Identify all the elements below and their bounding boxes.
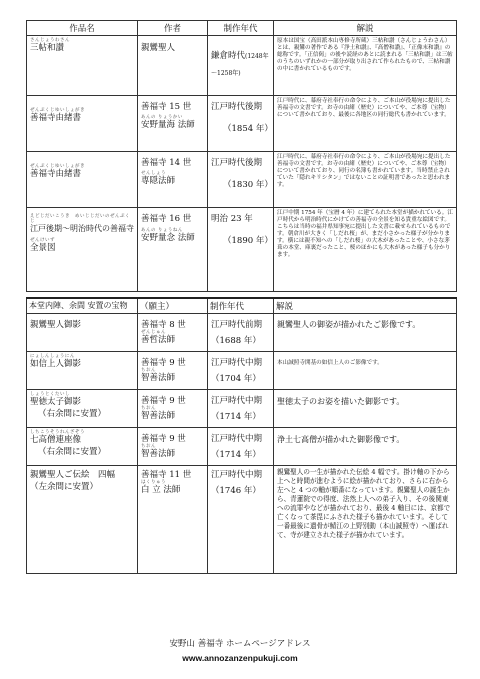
item-era: 鎌倉時代 (211, 51, 246, 61)
table-row (27, 208, 457, 292)
table-row (27, 96, 457, 152)
item-era: 江戸時代中期 (211, 470, 263, 480)
item-year: （1714 年） (211, 412, 261, 422)
item-era: 江戸時代後期 (211, 102, 263, 112)
item-title: 三帖和讃 (30, 43, 65, 53)
item-era-small: (1248年 (245, 53, 269, 60)
header-title: 作品名 (27, 21, 138, 36)
table-row (27, 390, 457, 428)
item-author-name: 専隠法師 (141, 176, 176, 186)
title-ruby: しょうとくたいし (30, 392, 70, 397)
item-author: 善福寺 9 世 (141, 434, 186, 444)
title2-ruby: ぜんけいず (30, 238, 55, 243)
item-title: 親鸞聖人ご伝絵 四幅 (30, 470, 116, 480)
title-ruby: ぜんぷくじゆいしょがき (30, 164, 85, 169)
table-row (27, 428, 457, 466)
item-title-note: （左余間に安置） (30, 482, 99, 492)
item-author-name: 善哲法師 (141, 335, 176, 345)
header-treasures: 本堂内陣、余間 安置の宝物 (27, 298, 138, 314)
item-year: （1714 年） (211, 450, 261, 460)
item-era: 明治 23 年 (211, 214, 253, 224)
item-title: 江戸後期～明治時代の善福寺 (30, 224, 134, 233)
table-header-row (27, 21, 457, 36)
item-author-name: 白 立 法師 (141, 485, 181, 495)
item-description: 聖徳太子のお姿を描いた御影です。 (277, 397, 405, 406)
item-author-name: 智善法師 (141, 411, 176, 421)
header-patron: （願主） (138, 298, 208, 314)
title-ruby: にょしんしょうにん (30, 354, 75, 359)
header-description: 解説 (274, 298, 457, 314)
header-era: 制作年代 (208, 298, 274, 314)
author-ruby: ぜんじゅん (141, 330, 166, 335)
author-ruby: せんしょう (141, 171, 166, 176)
item-author-name: 智善法師 (141, 449, 176, 459)
item-title: 如信上人御影 (30, 359, 82, 369)
item-author: 善福寺 8 世 (141, 320, 186, 330)
document-page (26, 20, 456, 574)
header-author: 作者 (138, 21, 208, 36)
title-ruby: しちこうそうれんざぞう (30, 430, 85, 435)
item-year: （1854 年） (223, 124, 273, 134)
item-author-name: 智善法師 (141, 373, 176, 383)
footer (0, 638, 480, 664)
item-author-name: 安野量念 法師 (141, 233, 195, 243)
item-era: 江戸時代中期 (211, 358, 263, 368)
item-title-2: 全景図 (30, 243, 56, 253)
item-year: （1704 年） (211, 374, 261, 384)
item-title-note: （右余間に安置） (38, 409, 107, 419)
item-title: 善福寺由緒書 (30, 113, 82, 123)
title-ruby: えどじだいこうき めいじじだいのぜんぷくじ (30, 214, 130, 224)
item-description: 江戸中期 1754 年（宝暦 4 年）に建てられた本堂が描かれている。江戸時代から明治時代にかけての善福寺の全景を知る貴重な絵図です。こちらは当時の福井県知事宛に提出した文書に載せられているものです。朝倉川が大きく「しだれ桜」が、まだ小さかった様子が分かります。横には親不知への「しだれ桜」の大木があったことや、小さな茅葺の本堂、庫裏だったこと、桜のほかにも大木があった様子も分かります。 (277, 210, 453, 258)
table-row (27, 152, 457, 208)
item-title: 七高僧連座像 (30, 435, 82, 445)
item-era: 江戸時代中期 (211, 434, 263, 444)
item-title: 親鸞聖人御影 (30, 320, 82, 330)
item-description: 江戸時代に、幕府寺社奉行の命令により、ご本山が役場宛に提出した善福寺の文書です。お寺の由緒（歴史）についてや、ご本尊（宝物）について書かれており、同行の名簿も書かれています。当時禁止されていた「隠れキリシタン」ではないことの証明書であったと思われます。 (277, 154, 451, 188)
item-era: 江戸時代前期 (211, 320, 263, 330)
header-era: 制作年代 (208, 21, 274, 36)
item-author: 善福寺 16 世 (141, 214, 192, 224)
author-ruby: あんの りょうねん (141, 228, 183, 233)
item-description: 親鸞聖人の一生が描かれた伝絵 4 幅です。掛け軸の下から上へと時間が進むように絵が描かれており、さらに右から左へと 4 つの軸が順番になっています。親鸞聖人の誕生から、青蓮院での得度、法然上人への弟子入り、その後関東への流罪やなどが描かれており、最後 4 軸目には、京都で亡くなって茶毘にふされた様子も描かれています。そして一番最後に遺骨が鯖江の上野別動（本山誠照寺）へ運ばれて、寺が建立された様子が描かれています。 (277, 468, 451, 539)
item-title: 聖徳太子御影 (30, 397, 82, 407)
item-era: 江戸時代後期 (211, 158, 263, 168)
item-era: 江戸時代中期 (211, 396, 263, 406)
author-ruby: はくりゅう (141, 480, 166, 485)
item-description: 原本は国宝（高田派本山専修寺所蔵）三帖和讃（さんじょうわさん）とは、親鸞の著作である『浄土和讃』、『高僧和讃』、『正像末和讃』の総称です。「正信偈」の後や読経のあとに読まれる「三帖和讃」は三帖のうちのいずれかの一部分が取り出されて作られたもので、三帖和讃の中に書かれているものです。 (277, 38, 453, 72)
item-title: 善福寺由緒書 (30, 169, 82, 179)
item-description: 江戸時代に、幕府寺社奉行の命令により、ご本山が役場宛に提出した善福寺の文書です。お寺の由緒（歴史）についてや、ご本尊（宝物）について書かれており、最後に各地区の同行総代も書かれています。 (277, 98, 451, 118)
item-year: ～1258年) (211, 70, 241, 77)
item-author: 善福寺 9 世 (141, 358, 186, 368)
header-description: 解説 (274, 21, 457, 36)
item-description: 浄土七高僧が描かれた御影像です。 (277, 435, 405, 444)
item-description: 本山誠照寺開基の如信上人のご影像です。 (277, 360, 383, 366)
table-row (27, 36, 457, 96)
author-ruby: ちおん (141, 444, 156, 449)
item-author: 親鸞聖人 (141, 43, 176, 53)
item-year: （1830 年） (223, 180, 273, 190)
footer-title: 安野山 善福寺 ホームページアドレス (169, 639, 311, 649)
item-year: （1688 年） (211, 336, 261, 346)
item-year: （1890 年） (223, 236, 273, 246)
table-header-row (27, 298, 457, 314)
item-year: （1746 年） (211, 486, 261, 496)
item-author: 善福寺 9 世 (141, 396, 186, 406)
item-author: 善福寺 14 世 (141, 158, 192, 168)
artifact-table (26, 20, 457, 574)
item-author: 善福寺 15 世 (141, 102, 192, 112)
table-row (27, 352, 457, 390)
table-row (27, 314, 457, 352)
item-author-name: 安野量海 法師 (141, 120, 195, 130)
author-ruby: ちおん (141, 368, 156, 373)
title-ruby: さんじょうわさん (30, 38, 70, 43)
title-ruby: ぜんぷくじゆいしょがき (30, 108, 85, 113)
homepage-link[interactable]: www.annozanzenpukuji.com (182, 653, 298, 663)
item-author: 善福寺 11 世 (141, 470, 192, 480)
author-ruby: あんの りょうかい (141, 115, 183, 120)
table-row (27, 466, 457, 574)
item-description: 親鸞聖人の御姿が描かれたご影像です。 (277, 320, 421, 329)
item-title-note: （右余間に安置） (38, 447, 107, 457)
author-ruby: ちおん (141, 406, 156, 411)
